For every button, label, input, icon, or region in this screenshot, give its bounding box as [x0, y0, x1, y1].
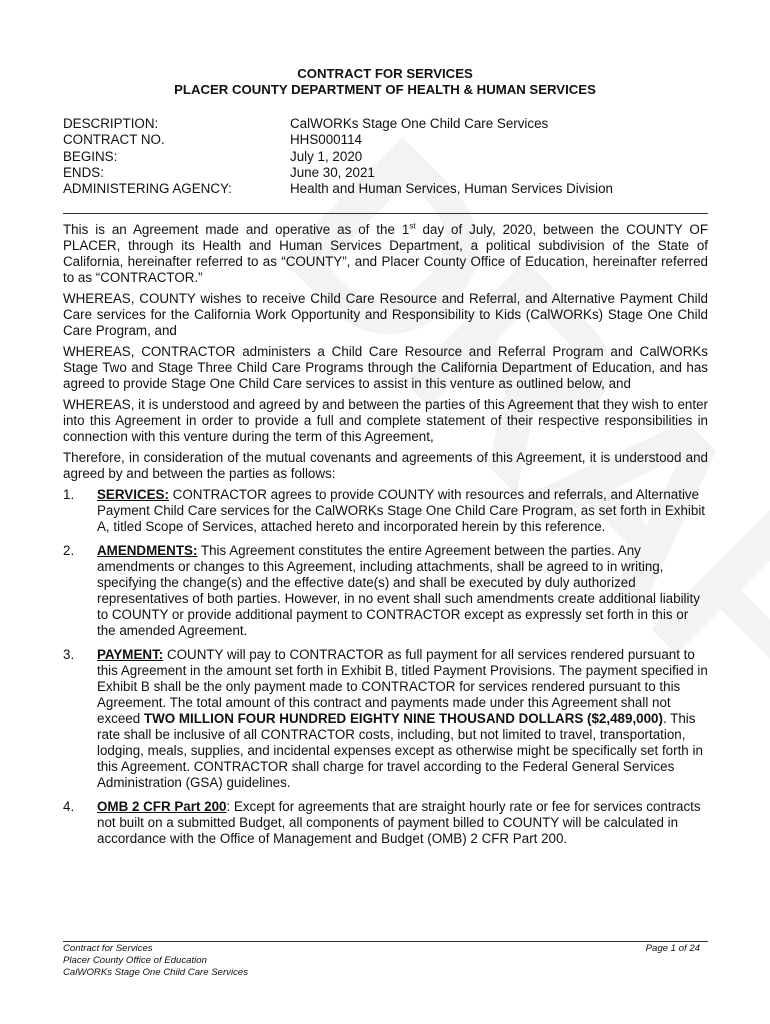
section-number: 1.: [63, 487, 75, 502]
intro-paragraph: [63, 222, 708, 286]
meta-value: HHS000114: [290, 132, 362, 148]
contract-body: [63, 222, 708, 855]
meta-row-ends: [63, 165, 713, 181]
meta-label: ENDS:: [63, 164, 104, 180]
intro-text: This is an Agreement made and operative as of the 1: [63, 222, 410, 237]
contract-title: CONTRACT FOR SERVICES: [297, 66, 473, 81]
section-heading: PAYMENT:: [97, 647, 164, 662]
meta-label: DESCRIPTION:: [63, 116, 159, 131]
section-body: This Agreement constitutes the entire Agreement between the parties. Any amendments or changes to this Agreement, including attachments, shall be agreed to in writing, specifying the change(s) and the effective date(s) and shall be executed by duly authorized representatives of both parties. However, in no event shall such amendments create additional liability to COUNTY or provide additional payment to CONTRACTOR except as expressly set forth in this or the amended Agreement.: [97, 543, 700, 638]
footer: [63, 943, 248, 979]
section-text: [97, 487, 708, 535]
sections-list: [63, 487, 708, 847]
section-item: [63, 799, 708, 847]
footer-divider: [63, 941, 708, 942]
section-heading: OMB 2 CFR Part 200: [97, 799, 227, 814]
meta-value: June 30, 2021: [290, 164, 375, 180]
section-number: 2.: [63, 543, 75, 558]
ordinal-superscript: st: [409, 221, 416, 231]
section-body-cont: . This rate shall be inclusive of all CONTRACTOR costs, including, but not limited to travel, transportation, lodging, meals, supplies, and incidental expenses except as otherwise might be specifically set forth in this Agreement. CONTRACTOR shall charge for travel according to the Federal General Services Administration (GSA) guidelines.: [97, 711, 703, 790]
page-number: Page 1 of 24: [645, 943, 700, 954]
section-body: : Except for agreements that are straight hourly rate or fee for services contracts not built on a submitted Budget, all components of payment billed to COUNTY will be calculated in accordance with the Office of Management and Budget (OMB) 2 CFR Part 200.: [97, 799, 701, 846]
section-text: [97, 799, 708, 847]
section-body: CONTRACTOR agrees to provide COUNTY with resources and referrals, and Alternative Payment Child Care services for the CalWORKs Stage One Child Care Program, as set forth in Exhibit A, titled Scope of Services, attached hereto and incorporated herein by this reference.: [97, 487, 706, 534]
section-item: [63, 543, 708, 639]
meta-row-contract-no: [63, 132, 713, 148]
whereas-paragraph: WHEREAS, CONTRACTOR administers a Child Care Resource and Referral Program and CalWORKs Stage Two and Stage Three Child Care Programs through the California Department of Education, and has agreed to provide Stage One Child Care services to assist in this venture as outlined below, and: [63, 344, 708, 391]
section-body: COUNTY will pay to CONTRACTOR as full payment for all services rendered pursuant to this Agreement in the amount set forth in Exhibit B, titled Payment Provisions. The payment specified in Exhibit B shall be the only payment made to CONTRACTOR for services rendered pursuant to this Agreement. The total amount of this contract and payments made under this Agreement shall not exceed: [97, 647, 708, 726]
whereas-paragraph: WHEREAS, it is understood and agreed by and between the parties of this Agreement that they wish to enter into this Agreement in order to provide a full and complete statement of their respective responsibilities in connection with this venture during the term of this Agreement,: [63, 397, 708, 444]
section-text: [97, 543, 708, 639]
intro-text-cont: day of July, 2020, between the COUNTY OF PLACER, through its Health and Human Services Department, a political subdivision of the State of California, hereinafter referred to as “COUNTY”, and Placer County Office of Education, hereinafter referred to as “CONTRACTOR.”: [63, 222, 708, 285]
meta-value: July 1, 2020: [290, 148, 363, 164]
meta-value: Health and Human Services, Human Services Division: [290, 181, 613, 197]
meta-row-agency: [63, 181, 713, 197]
header-divider: [63, 213, 708, 214]
whereas-paragraph: WHEREAS, COUNTY wishes to receive Child Care Resource and Referral, and Alternative Payment Child Care services for the California Work Opportunity and Responsibility to Kids (CalWORKs) Stage One Child Care Program, and: [63, 291, 708, 338]
meta-label: ADMINISTERING AGENCY:: [63, 181, 232, 197]
meta-row-description: [63, 116, 713, 132]
section-item: [63, 487, 708, 535]
meta-value: CalWORKs Stage One Child Care Services: [290, 116, 549, 131]
footer-line: Contract for Services: [63, 943, 153, 954]
section-heading: AMENDMENTS:: [97, 543, 198, 558]
section-number: 3.: [63, 647, 75, 662]
department-title: PLACER COUNTY DEPARTMENT OF HEALTH & HUMAN SERVICES: [174, 82, 596, 97]
therefore-paragraph: Therefore, in consideration of the mutual covenants and agreements of this Agreement, it is understood and agreed by and between the parties as follows:: [63, 450, 708, 481]
footer-line: Placer County Office of Education: [63, 955, 207, 966]
meta-row-begins: [63, 149, 713, 165]
section-item: [63, 647, 708, 791]
meta-label: CONTRACT NO.: [63, 132, 165, 148]
contract-meta-block: [63, 116, 713, 197]
meta-label: BEGINS:: [63, 148, 118, 164]
contract-amount: TWO MILLION FOUR HUNDRED EIGHTY NINE THOUSAND DOLLARS ($2,489,000): [143, 711, 663, 726]
footer-line: CalWORKs Stage One Child Care Services: [63, 967, 249, 978]
section-number: 4.: [63, 799, 75, 814]
section-heading: SERVICES:: [97, 487, 169, 502]
section-text: [97, 647, 708, 791]
